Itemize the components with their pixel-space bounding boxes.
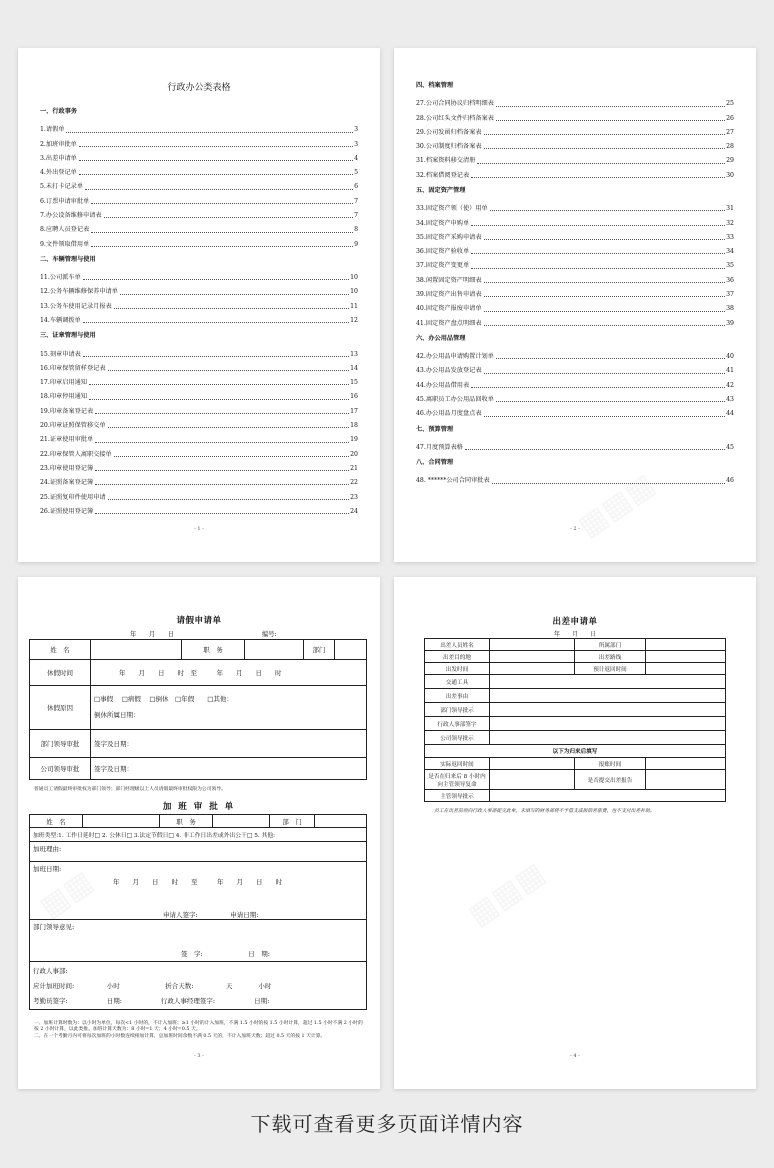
toc-entry[interactable]	[40, 176, 358, 190]
dept-label: 部门	[304, 640, 335, 660]
trip-single-field[interactable]	[490, 731, 726, 745]
toc-leader-dots	[484, 148, 726, 149]
toc-entry[interactable]	[40, 444, 358, 458]
toc-entry-page: 11	[350, 302, 358, 310]
toc-entry-label: 37.固定资产变更单	[416, 262, 470, 270]
ot-reason-field[interactable]	[30, 842, 367, 862]
toc-leader-dots	[484, 373, 726, 374]
company-approval-field[interactable]: 签字及日期：	[91, 758, 367, 780]
toc-leader-dots	[484, 282, 726, 283]
toc-entry-label: 43.办公用品发放登记表	[416, 367, 482, 375]
reason-label: 休假原因	[30, 686, 91, 730]
toc-entry-page: 24	[350, 507, 358, 515]
toc-leader-dots	[91, 232, 353, 233]
toc-entry-page: 27	[726, 128, 734, 136]
trip-row-label: 预计返回时间	[575, 663, 646, 675]
trip-row-label: 所属部门	[575, 639, 646, 651]
toc-leader-dots	[89, 384, 349, 385]
trip-single-label: 交通工具	[425, 675, 490, 689]
toc-entry[interactable]	[416, 375, 734, 389]
toc-leader-dots	[95, 470, 349, 471]
trip-row-label: 出差目的地	[425, 651, 490, 663]
toc-entry[interactable]	[40, 205, 358, 219]
toc-entry[interactable]	[416, 270, 734, 284]
position-label: 职 务	[182, 640, 245, 660]
toc-sections	[416, 83, 734, 485]
toc-entry-page: 4	[354, 154, 358, 162]
toc-entry-label: 2.加班审批单	[40, 140, 77, 148]
toc-entry[interactable]	[40, 119, 358, 133]
toc-leader-dots	[484, 416, 726, 417]
toc-leader-dots	[465, 449, 725, 450]
toc-entry-page: 36	[726, 276, 734, 284]
toc-leader-dots	[471, 225, 725, 226]
toc-entry[interactable]	[416, 470, 734, 484]
toc-leader-dots	[108, 370, 350, 371]
leave-form-title: 请假申请单	[176, 616, 222, 626]
toc-entry[interactable]	[40, 148, 358, 162]
trip-row-label: 出差路线	[575, 651, 646, 663]
reason-dept-date: 倒休所属日期：	[94, 710, 140, 719]
toc-entry-label: 27.公司合同协议归档明细表	[416, 100, 494, 108]
toc-entry-page: 10	[350, 288, 358, 296]
toc-entry-page: 13	[350, 350, 358, 358]
toc-entry-label: 16.印章保管留样登记表	[40, 364, 106, 372]
leave-serial-label: 编号:	[262, 631, 277, 638]
toc-entry[interactable]	[40, 310, 358, 324]
trip-form-table	[424, 638, 726, 802]
toc-leader-dots	[83, 356, 349, 357]
toc-entry-page: 12	[350, 317, 358, 325]
trip-note: 员工在出差前须向行政人事部提交此单，未填写的财务部将不予借支或报销差旅费，也不支付出差补助。	[434, 809, 655, 814]
ot-name-field[interactable]	[83, 815, 160, 828]
toc-entry-label: 5.未打卡记录单	[40, 183, 84, 191]
toc-entry-label: 46.办公用品月度盘点表	[416, 410, 482, 418]
reason-field[interactable]	[91, 686, 367, 730]
toc-page-1	[40, 84, 358, 515]
toc-entry-page: 29	[726, 157, 734, 165]
toc-leader-dots	[66, 132, 353, 133]
watermark	[462, 856, 552, 933]
toc-entry-label: 11.公司派车单	[40, 274, 81, 282]
dept-approval-field[interactable]: 签字及日期：	[91, 730, 367, 758]
document-page-2	[394, 48, 756, 562]
ot-dept-label: 部 门	[270, 815, 315, 828]
toc-entry-page: 8	[354, 226, 358, 234]
toc-leader-dots	[91, 203, 353, 204]
toc-entry-label: 26.证照使用登记簿	[40, 507, 94, 515]
toc-leader-dots	[484, 239, 726, 240]
toc-entry[interactable]	[416, 122, 734, 136]
toc-entry[interactable]	[40, 429, 358, 443]
toc-entry-label: 25.证照复印件使用申请	[40, 493, 106, 501]
toc-entry[interactable]	[40, 267, 358, 281]
toc-entry-label: 18.印章停用通知	[40, 393, 87, 401]
toc-entry-label: 15.刻章申请表	[40, 350, 81, 358]
trip-row-field[interactable]	[646, 663, 726, 675]
toc-entry[interactable]	[40, 458, 358, 472]
toc-leader-dots	[496, 358, 725, 359]
leave-form-table	[29, 639, 367, 780]
toc-leader-dots	[471, 268, 725, 269]
toc-entry-label: 45.离职员工办公用品回收单	[416, 396, 494, 404]
toc-entry-page: 31	[726, 205, 734, 213]
toc-leader-dots	[79, 174, 353, 175]
toc-leader-dots	[496, 120, 725, 121]
toc-leader-dots	[484, 134, 726, 135]
toc-leader-dots	[496, 106, 725, 107]
toc-leader-dots	[83, 322, 349, 323]
trip-single-label: 出差事由	[425, 689, 490, 703]
toc-entry-label: 28.公司红头文件归档备案表	[416, 114, 494, 122]
ot-position-label: 职 务	[160, 815, 213, 828]
toc-section-heading: 七、预算管理	[416, 425, 454, 433]
toc-leader-dots	[79, 146, 353, 147]
trip-row-field[interactable]	[490, 663, 575, 675]
toc-leader-dots	[104, 217, 353, 218]
toc-leader-dots	[85, 189, 353, 190]
ot-dept-sign: 签 字: 日 期:	[181, 950, 270, 958]
toc-entry-page: 17	[350, 407, 358, 415]
toc-entry-page: 41	[726, 367, 734, 375]
overtime-form-title: 加 班 审 批 单	[162, 802, 236, 812]
ot-dept-opinion-label: 部门领导意见:	[33, 923, 75, 931]
toc-leader-dots	[95, 484, 349, 485]
document-page-3	[18, 577, 380, 1089]
trip-single-field[interactable]	[490, 703, 726, 717]
toc-entry-page: 33	[726, 233, 734, 241]
toc-entry-page: 43	[726, 396, 734, 404]
toc-entry-label: 14.车辆调拨单	[40, 317, 81, 325]
trip-single-label: 公司领导批示	[425, 731, 490, 745]
toc-entry-label: 35.固定资产采购申请表	[416, 233, 482, 241]
toc-entry-page: 7	[354, 197, 358, 205]
ot-hr-label: 行政人事部:	[33, 967, 68, 975]
toc-leader-dots	[490, 210, 725, 211]
toc-sections	[40, 109, 358, 515]
toc-entry-label: 29.公司发函归档备案表	[416, 128, 482, 136]
ot-date-value: 年 月 日 时 至 年 月 日 时	[113, 878, 282, 886]
trip-return-field[interactable]	[646, 758, 726, 770]
toc-entry[interactable]	[416, 346, 734, 360]
toc-entry-label: 41.固定资产盘点明细表	[416, 319, 482, 327]
toc-entry-page: 32	[726, 219, 734, 227]
toc-entry-label: 34.固定资产申购单	[416, 219, 470, 227]
name-field[interactable]	[91, 640, 182, 660]
toc-entry-label: 47.月度预算表格	[416, 443, 463, 451]
toc-entry-page: 5	[354, 169, 358, 177]
toc-leader-dots	[95, 442, 349, 443]
toc-entry-page: 39	[726, 319, 734, 327]
trip-row-field[interactable]	[646, 639, 726, 651]
toc-entry-label: 19.印章备案登记表	[40, 407, 94, 415]
toc-entry-label: 32.档案借阅登记表	[416, 171, 470, 179]
trip-single-field[interactable]	[490, 717, 726, 731]
toc-entry-page: 45	[726, 443, 734, 451]
toc-leader-dots	[484, 325, 726, 326]
page-number: - 1 -	[194, 526, 204, 532]
toc-entry-label: 7.办公设备维修申请表	[40, 212, 102, 220]
toc-entry-page: 26	[726, 114, 734, 122]
trip-supervisor-field[interactable]	[490, 790, 726, 802]
toc-entry[interactable]	[416, 313, 734, 327]
toc-entry-page: 28	[726, 143, 734, 151]
company-approval-label: 公司领导审批	[30, 758, 91, 780]
toc-entry[interactable]	[416, 165, 734, 179]
trip-return-label: 是否提交出差报告	[575, 770, 646, 790]
toc-entry-page: 6	[354, 183, 358, 191]
toc-entry[interactable]	[416, 198, 734, 212]
toc-entry[interactable]	[416, 150, 734, 164]
toc-entry-label: 30.公司制度归档备案表	[416, 143, 482, 151]
toc-entry-page: 3	[354, 126, 358, 134]
toc-entry[interactable]	[416, 389, 734, 403]
toc-leader-dots	[83, 279, 349, 280]
toc-entry[interactable]	[416, 255, 734, 269]
ot-dept-field[interactable]	[315, 815, 367, 828]
download-caption: 下载可查看更多页面详情内容	[250, 1112, 524, 1136]
toc-entry-label: 17.印章启用通知	[40, 379, 87, 387]
ot-hr-estimate: 应计加班时间: 小时 折合天数: 天 小时	[33, 981, 272, 990]
toc-entry[interactable]	[40, 386, 358, 400]
toc-leader-dots	[496, 401, 725, 402]
toc-leader-dots	[120, 294, 349, 295]
toc-entry-page: 23	[350, 493, 358, 501]
toc-leader-dots	[95, 513, 349, 514]
toc-entry[interactable]	[40, 343, 358, 357]
toc-leader-dots	[108, 499, 350, 500]
toc-entry-page: 44	[726, 410, 734, 418]
page-number: - 4 -	[570, 1053, 580, 1059]
toc-entry-label: 42.办公用品申请购置计划单	[416, 353, 494, 361]
toc-entry[interactable]	[416, 360, 734, 374]
document-page-1	[18, 48, 380, 562]
toc-entry-label: 24.证照备案登记簿	[40, 479, 94, 487]
name-label: 姓 名	[30, 640, 91, 660]
trip-form-title: 出差申请单	[552, 617, 598, 627]
toc-section-heading: 一、行政事务	[40, 108, 78, 115]
toc-entry[interactable]	[416, 284, 734, 298]
trip-row-field[interactable]	[490, 651, 575, 663]
toc-entry-label: 36.固定资产验收单	[416, 248, 470, 256]
ot-hr-field[interactable]	[30, 962, 367, 1010]
toc-leader-dots	[79, 160, 353, 161]
toc-entry-label: 4.外出登记单	[40, 169, 77, 177]
ot-position-field[interactable]	[213, 815, 270, 828]
toc-entry-label: 40.固定资产报废申请单	[416, 305, 482, 313]
toc-entry-page: 38	[726, 305, 734, 313]
trip-row-label: 出差人员姓名	[425, 639, 490, 651]
ot-date-label: 加班日期:	[33, 865, 62, 873]
toc-leader-dots	[492, 483, 725, 484]
toc-entry-page: 20	[350, 450, 358, 458]
toc-entry-label: 44.办公用品借用表	[416, 381, 470, 389]
toc-entry[interactable]	[40, 162, 358, 176]
toc-entry-page: 14	[350, 364, 358, 372]
trip-single-label: 行政人事部签字	[425, 717, 490, 731]
toc-section-heading: 五、固定资产管理	[416, 186, 466, 194]
toc-page-2	[416, 74, 734, 485]
toc-entry-label: 31.档案资料移交清册	[416, 157, 476, 165]
toc-section-heading: 四、档案管理	[416, 82, 454, 89]
toc-entry-page: 42	[726, 381, 734, 389]
toc-entry-label: 1.请假单	[40, 126, 65, 134]
toc-leader-dots	[471, 253, 725, 254]
ot-note-1: 一、加班计算时数为：以小时为单位，每次<1 小时的，不计入加班；≥1 小时的计入加班，不满 1.5 小时的按 1.5 小时计算，超过 1.5 小时不满 2 小时的按 2 小时计算，以此类推。加班计算天数为：8 小时=1 天；4 小时=0.5 天。	[34, 1021, 363, 1033]
toc-entry[interactable]	[40, 486, 358, 500]
trip-return-label: 是否在归来后 8 小时内向主管领导复命	[425, 770, 490, 790]
trip-row-label: 出发时间	[425, 663, 490, 675]
leave-date-line: 年 月 日	[130, 631, 175, 638]
page-number: - 3 -	[194, 1053, 204, 1059]
ot-hr-sign: 考勤员签字: 日期: 行政人事经理签字: 日期:	[33, 996, 270, 1005]
toc-entry-page: 3	[354, 140, 358, 148]
toc-entry-page: 30	[726, 171, 734, 179]
toc-entry-page: 10	[350, 274, 358, 282]
toc-entry-label: 6.订票申请审批单	[40, 197, 90, 205]
toc-entry[interactable]	[416, 136, 734, 150]
document-page-4	[394, 577, 756, 1089]
toc-entry-label: 12.公务车辆维修保养申请单	[40, 288, 118, 296]
toc-entry-page: 7	[354, 212, 358, 220]
position-field[interactable]	[245, 640, 304, 660]
toc-entry-page: 18	[350, 422, 358, 430]
toc-leader-dots	[114, 456, 349, 457]
ot-name-label: 姓 名	[30, 815, 83, 828]
toc-entry[interactable]	[416, 437, 734, 451]
trip-return-label: 实际返回时间	[425, 758, 490, 770]
ot-dept-opinion-field[interactable]	[30, 920, 367, 962]
toc-entry[interactable]	[40, 281, 358, 295]
toc-entry[interactable]	[40, 501, 358, 515]
toc-entry-page: 21	[350, 464, 358, 472]
toc-entry-page: 15	[350, 379, 358, 387]
toc-entry[interactable]	[40, 372, 358, 386]
toc-title: 行政办公类表格	[167, 83, 231, 93]
trip-return-heading: 以下为归来后填写	[425, 745, 726, 758]
toc-entry-label: 48. ******公司合同审批表	[416, 477, 490, 485]
trip-row-field[interactable]	[646, 651, 726, 663]
ot-note-2: 二、在一个考勤月内可将每次加班的小时数连续相加计算，总加班时间余数不满 0.5 天的，不计入加班天数；超过 0.5 天的按 1 天计算。	[34, 1033, 326, 1039]
trip-return-field[interactable]	[646, 770, 726, 790]
toc-entry-label: 23.印章使用登记簿	[40, 464, 94, 472]
overtime-notes	[34, 1021, 364, 1040]
toc-entry[interactable]	[40, 296, 358, 310]
toc-leader-dots	[114, 308, 349, 309]
trip-single-field[interactable]	[490, 675, 726, 689]
ot-applicant-sign: 申请人签字: 申请日期:	[163, 911, 259, 919]
toc-entry[interactable]	[416, 403, 734, 417]
toc-entry-label: 39.固定资产出售申请表	[416, 291, 482, 299]
toc-entry[interactable]	[416, 241, 734, 255]
toc-section-heading: 六、办公用品管理	[416, 334, 466, 342]
trip-single-label: 部门领导批示	[425, 703, 490, 717]
toc-entry-page: 19	[350, 436, 358, 444]
toc-entry-label: 21.证章使用审批单	[40, 436, 94, 444]
toc-entry-page: 22	[350, 479, 358, 487]
leave-note: 普通员工请假最终审批权为部门领导；部门经理级以上人员请假最终审批权限为公司领导。	[34, 787, 226, 792]
toc-leader-dots	[471, 387, 725, 388]
toc-entry-page: 25	[726, 100, 734, 108]
toc-entry-page: 34	[726, 248, 734, 256]
trip-supervisor-label: 主管领导批示	[425, 790, 490, 802]
toc-entry[interactable]	[416, 93, 734, 107]
trip-return-field[interactable]	[490, 758, 575, 770]
toc-entry-label: 9.文件领取借用单	[40, 240, 90, 248]
toc-entry[interactable]	[40, 134, 358, 148]
toc-entry[interactable]	[416, 212, 734, 226]
dept-field[interactable]	[335, 640, 367, 660]
toc-entry-label: 38.闲置固定资产明细表	[416, 276, 482, 284]
toc-entry-label: 20.印章证照保管移交单	[40, 422, 106, 430]
toc-entry[interactable]	[416, 227, 734, 241]
toc-leader-dots	[91, 246, 353, 247]
toc-entry[interactable]	[40, 234, 358, 248]
trip-return-field[interactable]	[490, 770, 575, 790]
toc-entry-page: 40	[726, 353, 734, 361]
trip-date-line: 年 月 日	[553, 631, 596, 638]
period-label: 休假时间	[30, 660, 91, 686]
toc-entry-label: 22.印章保管人离职交接单	[40, 450, 112, 458]
toc-entry-page: 37	[726, 291, 734, 299]
overtime-form-table	[29, 814, 367, 1010]
toc-entry-label: 3.出差申请单	[40, 154, 77, 162]
toc-entry[interactable]	[40, 219, 358, 233]
dept-approval-label: 部门领导审批	[30, 730, 91, 758]
toc-leader-dots	[89, 399, 349, 400]
ot-reason-label: 加班理由:	[33, 845, 62, 853]
toc-entry[interactable]	[40, 415, 358, 429]
toc-leader-dots	[484, 296, 726, 297]
toc-section-heading: 二、车辆管理与使用	[40, 255, 96, 263]
toc-entry[interactable]	[40, 191, 358, 205]
toc-entry-page: 35	[726, 262, 734, 270]
ot-type-line[interactable]: 加班类型:1. 工作日延时□ 2. 公休日□ 3.法定节假日□ 4. 非工作日出差或外出公干□ 5. 其他:	[30, 828, 367, 842]
trip-row-field[interactable]	[490, 639, 575, 651]
toc-entry[interactable]	[416, 108, 734, 122]
trip-return-label: 报账时间	[575, 758, 646, 770]
toc-entry-page: 9	[354, 240, 358, 248]
toc-entry-label: 33.固定资产领（使）用单	[416, 205, 488, 213]
toc-entry-page: 16	[350, 393, 358, 401]
toc-entry-label: 13.公务车使用记录月报表	[40, 302, 112, 310]
page-number: - 2 -	[570, 526, 580, 532]
toc-entry[interactable]	[416, 298, 734, 312]
toc-leader-dots	[484, 311, 726, 312]
toc-leader-dots	[471, 177, 725, 178]
toc-section-heading: 八、合同管理	[416, 459, 454, 467]
toc-leader-dots	[477, 163, 725, 164]
period-field[interactable]: 年 月 日 时 至 年 月 日 时	[91, 660, 367, 686]
toc-entry-page: 46	[726, 477, 734, 485]
toc-entry[interactable]	[40, 401, 358, 415]
toc-leader-dots	[108, 427, 350, 428]
toc-entry[interactable]	[40, 472, 358, 486]
trip-single-field[interactable]	[490, 689, 726, 703]
toc-entry-label: 8.应聘人员登记表	[40, 226, 90, 234]
toc-section-heading: 三、证章管理与使用	[40, 332, 96, 340]
toc-entry[interactable]	[40, 358, 358, 372]
reason-options[interactable]: □事假 □病假 □倒休 □年假 □其他：	[94, 694, 233, 703]
toc-leader-dots	[95, 413, 349, 414]
